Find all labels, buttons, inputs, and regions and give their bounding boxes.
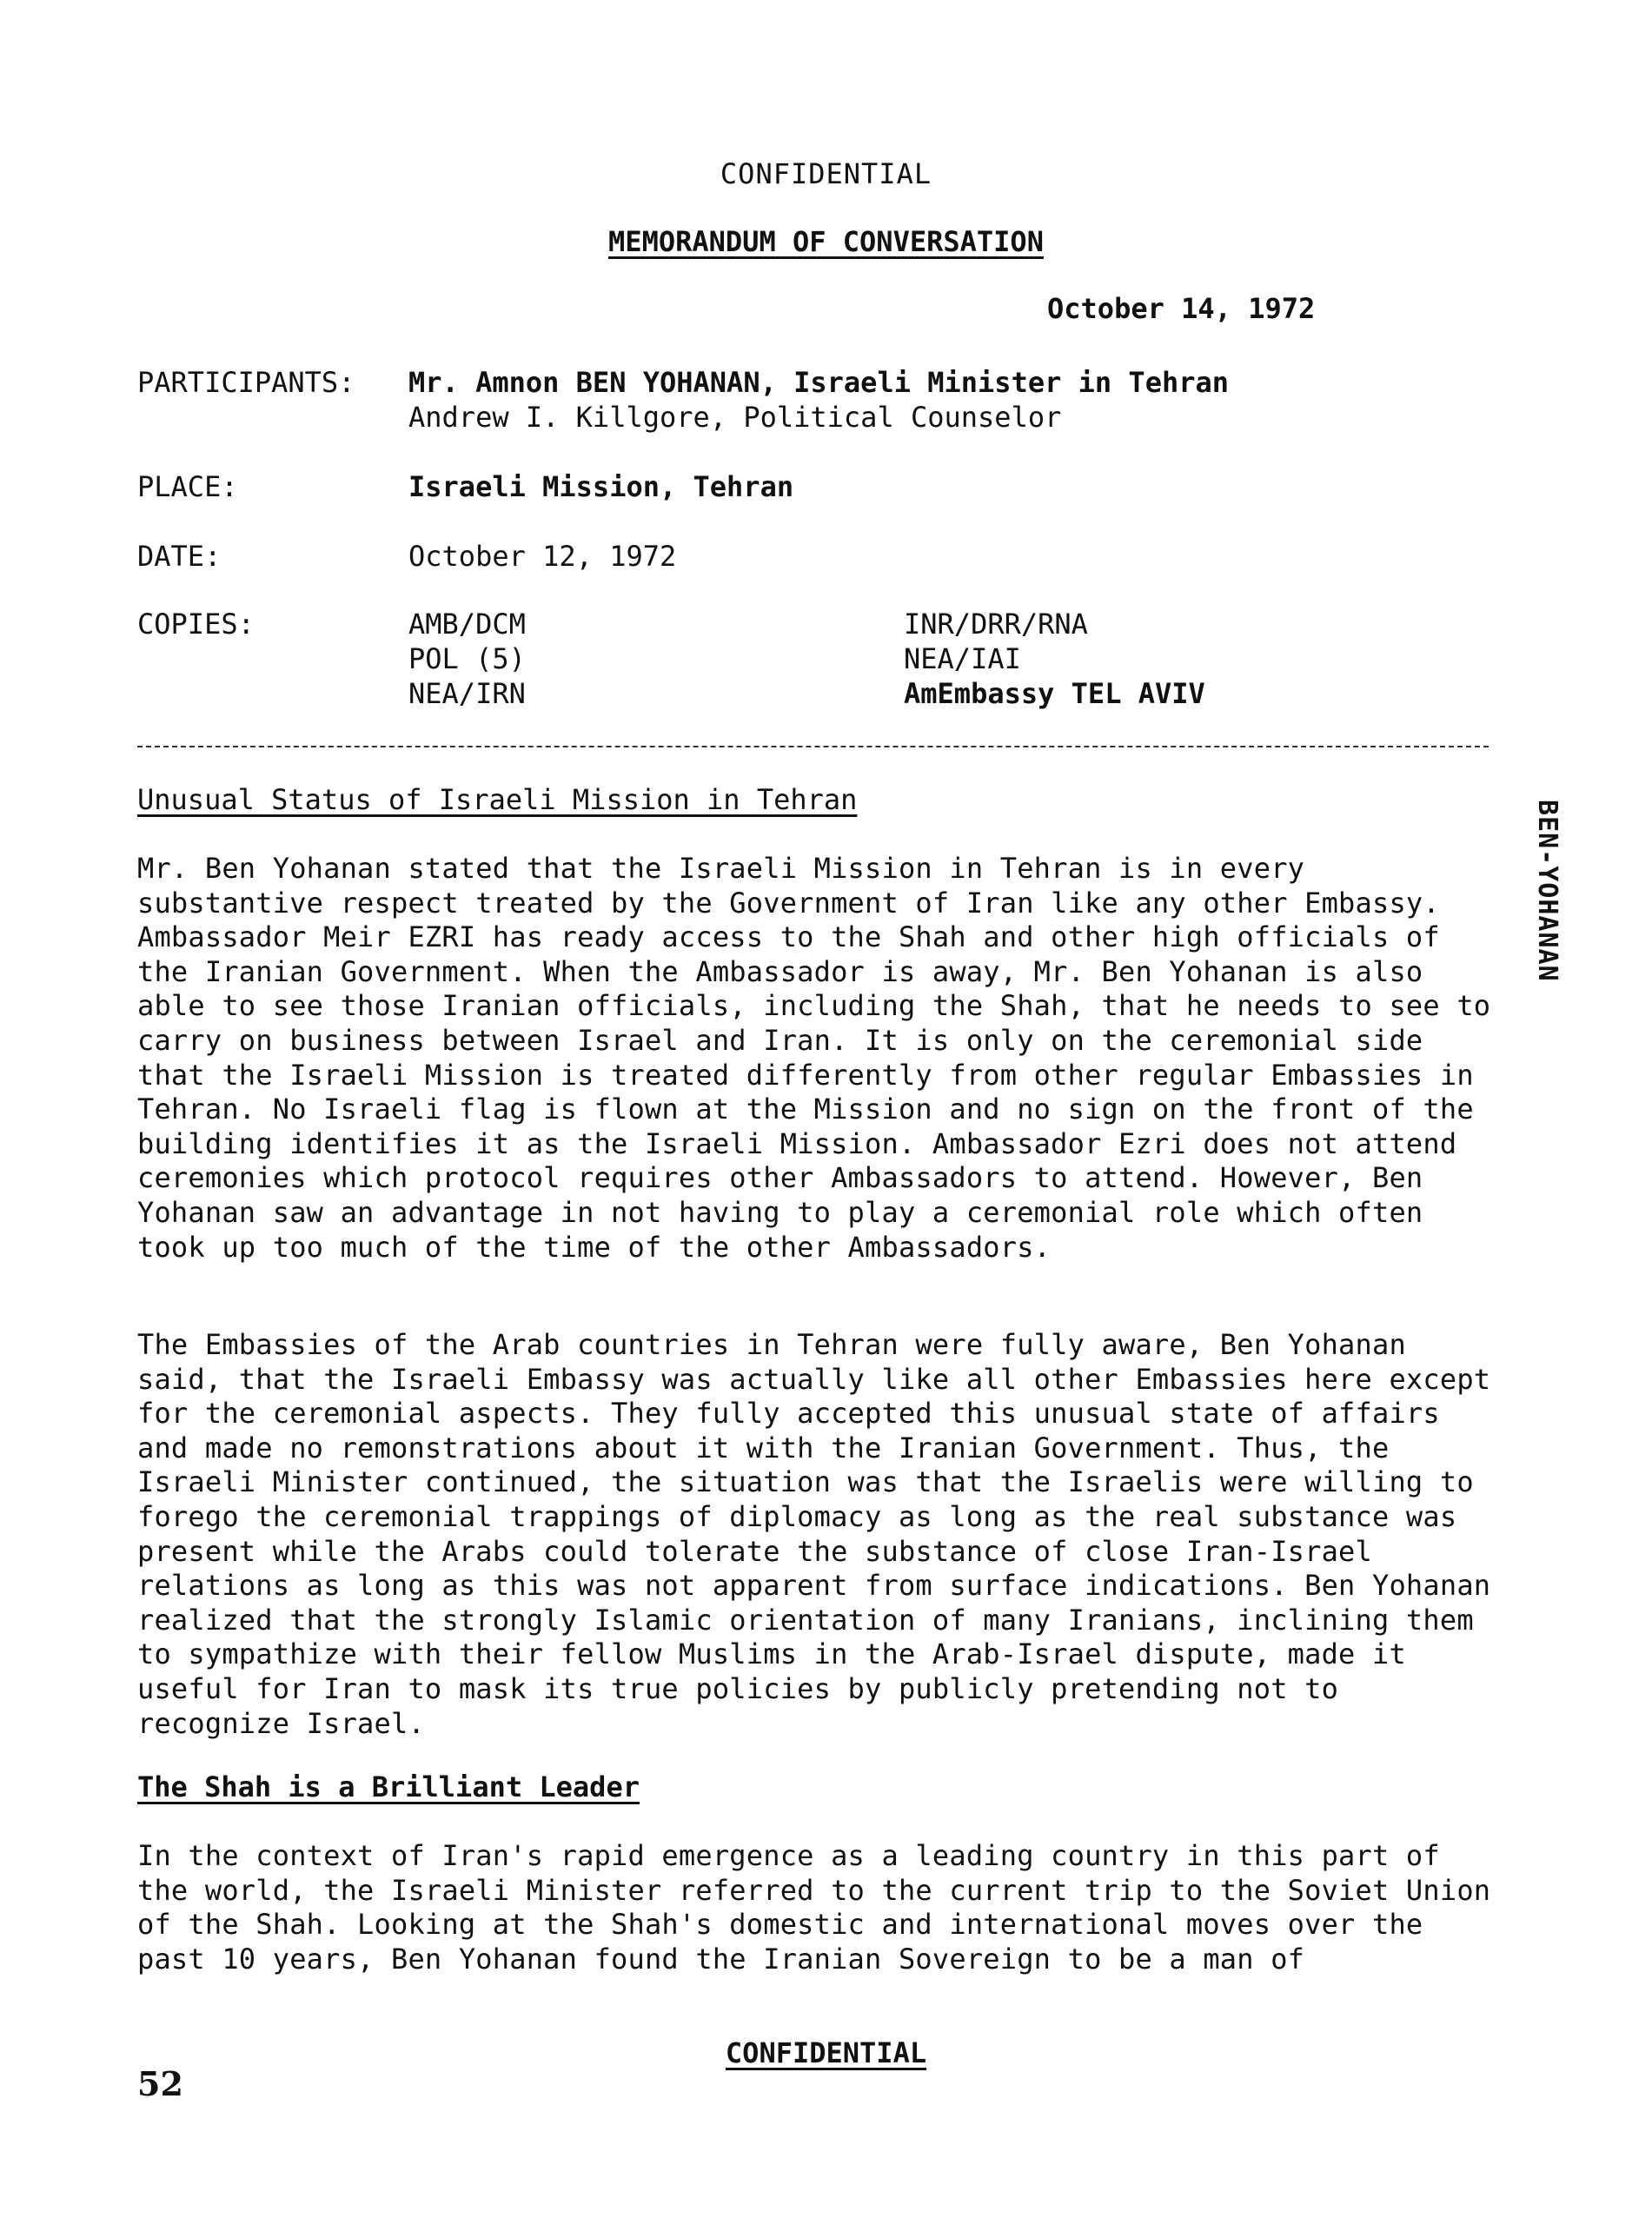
- memo-title: MEMORANDUM OF CONVERSATION: [608, 225, 1044, 258]
- date-label: DATE:: [137, 540, 222, 573]
- copies-label: COPIES:: [137, 608, 255, 641]
- page-number: 52: [137, 2064, 183, 2103]
- section-heading-2: The Shah is a Brilliant Leader: [137, 1770, 640, 1803]
- place-value: Israeli Mission, Tehran: [408, 470, 794, 503]
- copies-left-3: NEA/IRN: [408, 677, 526, 710]
- participant-2: Andrew I. Killgore, Political Counselor: [408, 401, 1062, 434]
- section-heading-1: Unusual Status of Israeli Mission in Tehran: [137, 783, 858, 816]
- copies-left-1: AMB/DCM: [408, 608, 526, 641]
- separator-rule: [137, 746, 1489, 747]
- participant-1: Mr. Amnon BEN YOHANAN, Israeli Minister in Tehran: [408, 366, 1230, 399]
- classification-top: CONFIDENTIAL: [720, 157, 932, 190]
- place-label: PLACE:: [137, 470, 238, 503]
- memo-date: October 14, 1972: [1047, 292, 1316, 325]
- paragraph-3: In the context of Iran's rapid emergence as a leading country in this part of the world, the Israeli Minister referred to the current trip to the Soviet Union of the Shah. Looking at the Shah's domestic and international moves over the past 10 years, Ben Yohanan found the Iranian Sovereign to be a man of: [137, 1839, 1491, 1976]
- copies-right-3: AmEmbassy TEL AVIV: [904, 677, 1205, 710]
- date-value: October 12, 1972: [408, 540, 677, 573]
- participants-label: PARTICIPANTS:: [137, 366, 355, 399]
- copies-left-2: POL (5): [408, 642, 526, 675]
- classification-bottom: CONFIDENTIAL: [725, 2036, 927, 2069]
- paragraph-2: The Embassies of the Arab countries in Tehran were fully aware, Ben Yohanan said, that the Israeli Embassy was actually like all other Embassies here except for the ceremonial aspects. They fully accepted this unusual state of affairs and made no remonstrations about it with the Iranian Government. Thus, the Israeli Minister continued, the situation was that the Israelis were willing to forego the ceremonial trappings of diplomacy as long as the real substance was present while the Arabs could tolerate the substance of close Iran-Israel relations as long as this was not apparent from surface indications. Ben Yohanan realized that the strongly Islamic orientation of many Iranians, inclining them to sympathize with their fellow Muslims in the Arab-Israel dispute, made it useful for Iran to mask its true policies by publicly pretending not to recognize Israel.: [137, 1328, 1491, 1740]
- side-label-ben-yohanan: BEN-YOHANAN: [1532, 800, 1562, 982]
- paragraph-1: Mr. Ben Yohanan stated that the Israeli Mission in Tehran is in every substantive respect treated by the Government of Iran like any other Embassy. Ambassador Meir EZRI has ready access to the Shah and other high officials of the Iranian Government. When the Ambassador is away, Mr. Ben Yohanan is also able to see those Iranian officials, including the Shah, that he needs to see to carry on business between Israel and Iran. It is only on the ceremonial side that the Israeli Mission is treated differently from other regular Embassies in Tehran. No Israeli flag is flown at the Mission and no sign on the front of the building identifies it as the Israeli Mission. Ambassador Ezri does not attend ceremonies which protocol requires other Ambassadors to attend. However, Ben Yohanan saw an advantage in not having to play a ceremonial role which often took up too much of the time of the other Ambassadors.: [137, 852, 1491, 1264]
- copies-right-2: NEA/IAI: [904, 642, 1021, 675]
- copies-right-1: INR/DRR/RNA: [904, 608, 1088, 641]
